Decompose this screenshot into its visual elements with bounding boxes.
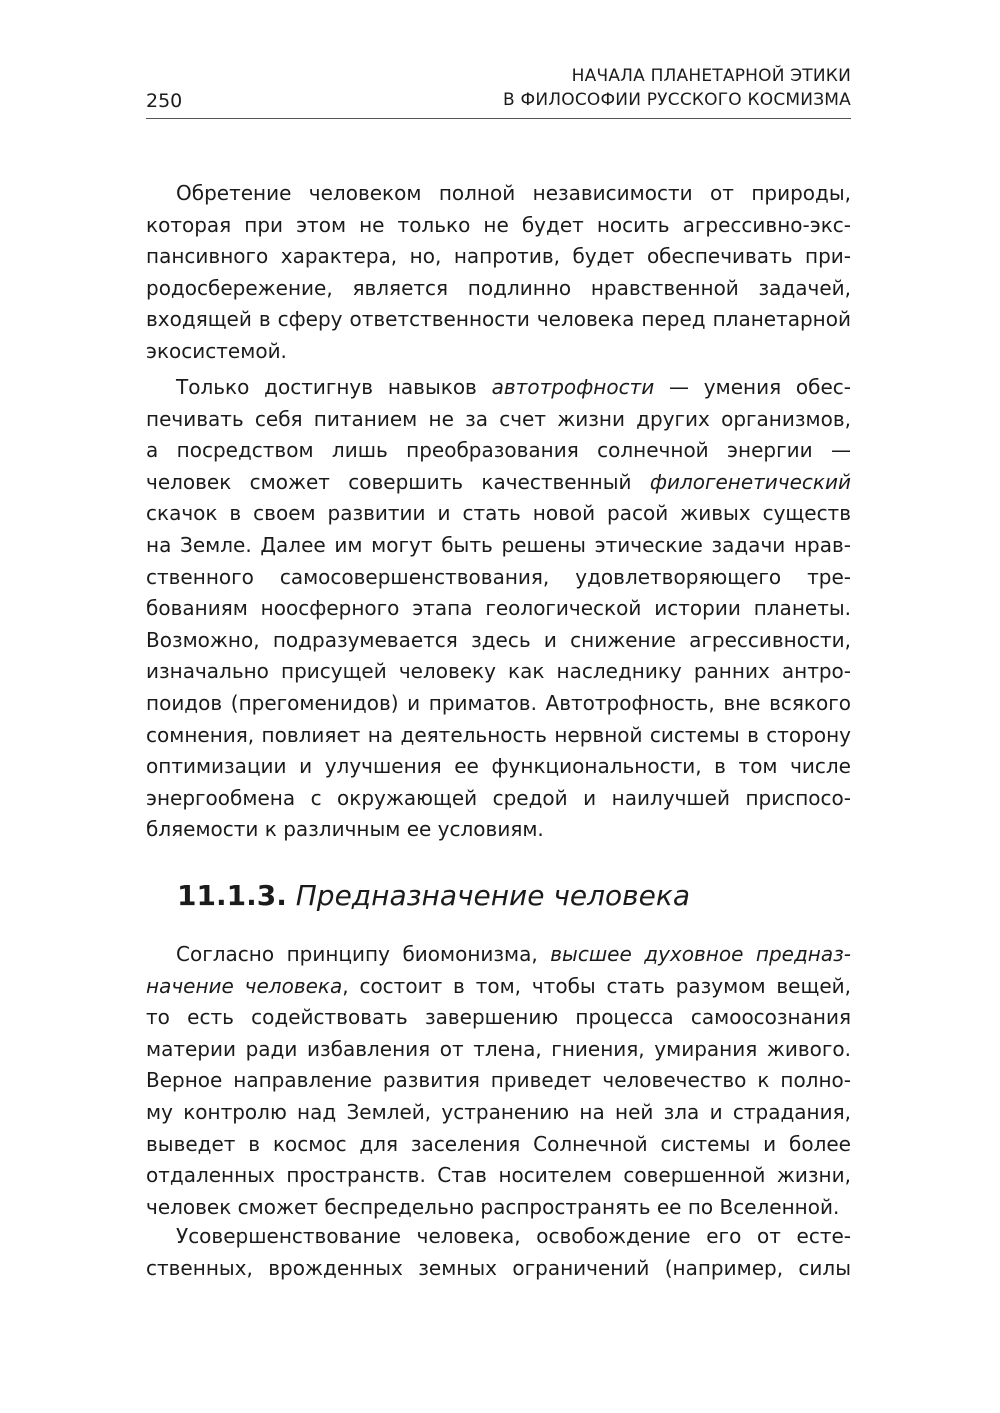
text-span: Согласно принципу биомонизма,: [176, 942, 551, 966]
paragraph: [146, 372, 851, 846]
paragraph: [146, 1221, 851, 1284]
text-line: [146, 814, 851, 846]
text-span: — умения обес-: [654, 375, 852, 399]
text-span: скачок в своем развитии и стать новой расой живых существ: [146, 501, 851, 526]
text-line: [146, 1192, 851, 1224]
text-span: выведет в космос для заселения Солнечной системы и более: [146, 1131, 851, 1156]
text-span: которая при этом не только не будет носить агрессивно-экс-: [146, 212, 851, 237]
text-span: на Земле. Далее им могут быть решены этические задачи нрав-: [146, 532, 851, 557]
text-line: [146, 210, 851, 242]
text-span: бляемости к различным ее условиям.: [146, 817, 544, 842]
text-span: Усовершенствование человека, освобождение его от есте-: [176, 1224, 851, 1248]
text-line: [146, 783, 851, 815]
running-title-line: В ФИЛОСОФИИ РУССКОГО КОСМИЗМА: [503, 90, 851, 110]
text-line: [146, 939, 851, 971]
text-line: [146, 593, 851, 625]
text-line: [146, 562, 851, 594]
text-line: [146, 435, 851, 467]
text-line: [146, 178, 851, 210]
page-header: [146, 60, 851, 119]
section-heading: [177, 876, 690, 916]
text-span: изначально присущей человеку как наследнику ранних антро-: [146, 659, 851, 684]
text-line: [146, 1221, 851, 1253]
italic-text: филогенетический: [649, 469, 851, 494]
text-span: материи ради избавления от тлена, гниения, умирания живого.: [146, 1036, 851, 1061]
text-span: ственного самосовершенствования, удовлетворяющего тре-: [146, 564, 851, 589]
text-span: энергообмена с окружающей средой и наилучшей приспосо-: [146, 785, 851, 810]
text-line: [146, 372, 851, 404]
page-number: 250: [146, 90, 183, 112]
text-line: [146, 273, 851, 305]
text-line: [146, 1065, 851, 1097]
section-number: 11.1.3.: [177, 879, 287, 912]
paragraph: [146, 178, 851, 368]
text-line: [146, 1034, 851, 1066]
text-span: человек сможет беспредельно распространять ее по Вселенной.: [146, 1194, 840, 1219]
text-span: бованиям ноосферного этапа геологической истории планеты.: [146, 596, 851, 621]
text-line: [146, 1253, 851, 1285]
text-line: [146, 720, 851, 752]
text-span: , состоит в том, чтобы стать разумом вещей,: [342, 973, 851, 998]
text-line: [146, 688, 851, 720]
text-line: [146, 467, 851, 499]
text-line: [146, 751, 851, 783]
text-line: [146, 498, 851, 530]
text-line: [146, 1097, 851, 1129]
text-block: [146, 178, 851, 368]
running-title: [503, 64, 851, 112]
text-line: [146, 1002, 851, 1034]
text-span: печивать себя питанием не за счет жизни других организмов,: [146, 406, 851, 431]
text-line: [146, 1160, 851, 1192]
text-span: Верное направление развития приведет человечество к полно-: [146, 1068, 851, 1093]
text-span: родосбережение, является подлинно нравственной задачей,: [146, 275, 851, 300]
italic-text: высшее духовное предназ-: [550, 942, 851, 966]
text-span: Только достигнув навыков: [176, 375, 492, 399]
text-span: входящей в сферу ответственности человека перед планетарной: [146, 307, 851, 332]
text-line: [146, 656, 851, 688]
text-block: [146, 1221, 851, 1284]
text-span: Обретение человеком полной независимости от природы,: [176, 181, 851, 205]
text-line: [146, 971, 851, 1003]
running-title-line: НАЧАЛА ПЛАНЕТАРНОЙ ЭТИКИ: [571, 66, 851, 86]
text-span: Возможно, подразумевается здесь и снижение агрессивности,: [146, 627, 851, 652]
text-line: [146, 336, 851, 368]
text-line: [146, 404, 851, 436]
text-line: [146, 241, 851, 273]
text-line: [146, 625, 851, 657]
text-span: человек сможет совершить качественный: [146, 469, 650, 494]
italic-text: автотрофности: [491, 375, 655, 399]
text-span: пансивного характера, но, напротив, будет обеспечивать при-: [146, 244, 851, 269]
text-block: [146, 372, 851, 846]
text-span: поидов (прегоменидов) и приматов. Автотрофность, вне всякого: [146, 690, 851, 715]
paragraph: [146, 939, 851, 1223]
text-span: ственных, врожденных земных ограничений (например, силы: [146, 1255, 851, 1280]
text-span: му контролю над Землей, устранению на ней зла и страдания,: [146, 1099, 851, 1124]
text-span: а посредством лишь преобразования солнечной энергии —: [146, 438, 851, 463]
section-title: Предназначение человека: [295, 879, 690, 912]
text-line: [146, 1129, 851, 1161]
text-span: экосистемой.: [146, 338, 287, 363]
italic-text: начение человека: [146, 973, 343, 998]
text-line: [146, 530, 851, 562]
text-block: [146, 939, 851, 1223]
text-span: оптимизации и улучшения ее функциональности, в том числе: [146, 754, 851, 779]
text-span: сомнения, повлияет на деятельность нервной системы в сторону: [146, 722, 851, 747]
text-span: отдаленных пространств. Став носителем совершенной жизни,: [146, 1163, 851, 1188]
text-line: [146, 304, 851, 336]
text-span: то есть содействовать завершению процесса самоосознания: [146, 1005, 851, 1030]
